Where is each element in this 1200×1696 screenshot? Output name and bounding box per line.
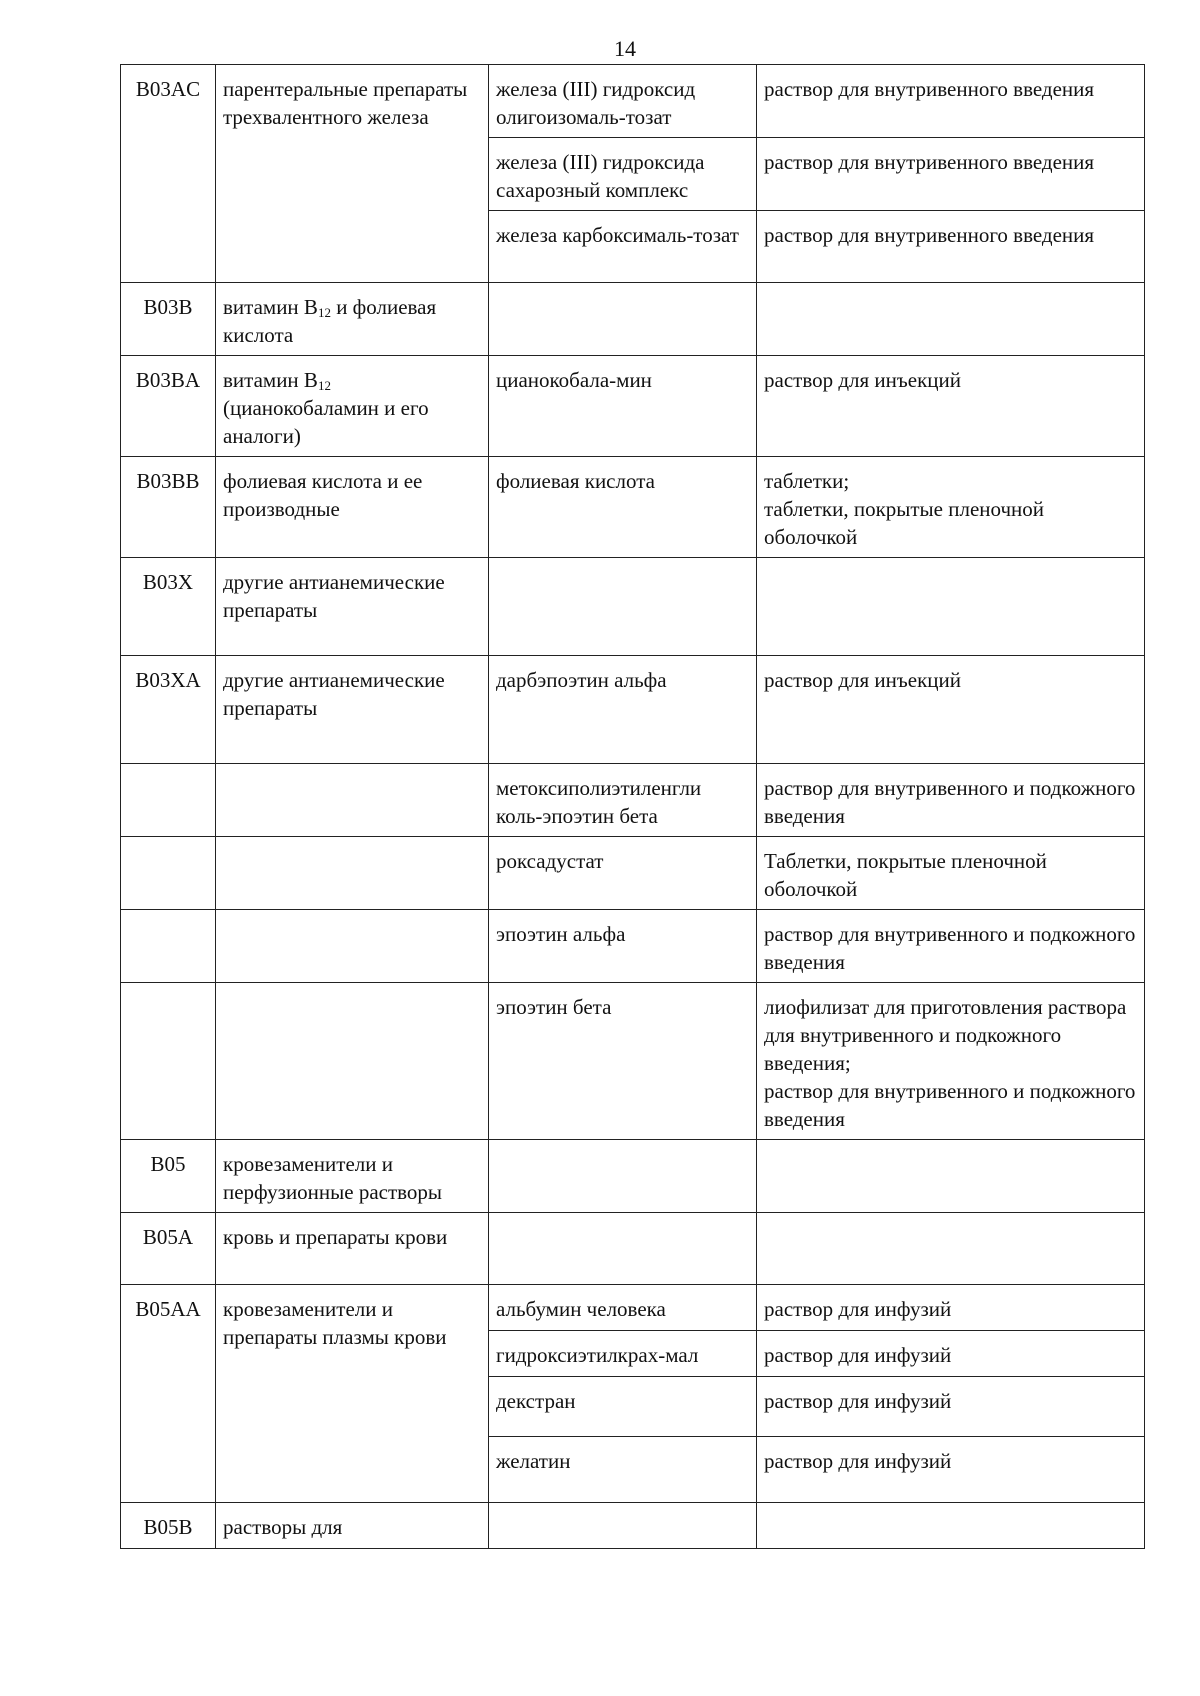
dosage-form: раствор для инфузий: [757, 1437, 1145, 1503]
table-row: [121, 558, 1145, 656]
table-row: [121, 356, 1145, 457]
atc-code: B05A: [121, 1213, 216, 1285]
atc-code: [121, 910, 216, 983]
dosage-form: раствор для инфузий: [757, 1377, 1145, 1437]
atc-code: B03XA: [121, 656, 216, 764]
dosage-form: таблетки; таблетки, покрытые пленочной оболочкой: [757, 457, 1145, 558]
atc-group: кровезаменители и перфузионные растворы: [216, 1140, 489, 1213]
drug-name: роксадустат: [489, 837, 757, 910]
table-row: [121, 1503, 1145, 1549]
dosage-form: раствор для инъекций: [757, 356, 1145, 457]
drug-name: железа (III) гидроксид олигоизомаль-тозат: [489, 65, 757, 138]
atc-code: B05B: [121, 1503, 216, 1549]
table-row: [121, 983, 1145, 1140]
atc-code: B03BA: [121, 356, 216, 457]
drug-name: [489, 558, 757, 656]
drug-name: эпоэтин альфа: [489, 910, 757, 983]
atc-code: B05AA: [121, 1285, 216, 1503]
table-row: [121, 1285, 1145, 1331]
atc-code: [121, 837, 216, 910]
atc-code: B05: [121, 1140, 216, 1213]
table-row: [121, 1140, 1145, 1213]
drug-name: [489, 283, 757, 356]
dosage-form: Таблетки, покрытые пленочной оболочкой: [757, 837, 1145, 910]
dosage-form: раствор для внутривенного введения: [757, 65, 1145, 138]
atc-group: фолиевая кислота и ее производные: [216, 457, 489, 558]
atc-group: [216, 837, 489, 910]
drug-name: эпоэтин бета: [489, 983, 757, 1140]
drug-name: [489, 1140, 757, 1213]
drug-name: гидроксиэтилкрах-мал: [489, 1331, 757, 1377]
atc-code: [121, 764, 216, 837]
atc-group: [216, 764, 489, 837]
dosage-form: [757, 1213, 1145, 1285]
dosage-form: раствор для инфузий: [757, 1331, 1145, 1377]
dosage-form: [757, 283, 1145, 356]
drug-name: железа карбоксималь-тозат: [489, 211, 757, 283]
atc-group: [216, 910, 489, 983]
dosage-form: [757, 1140, 1145, 1213]
drug-name: фолиевая кислота: [489, 457, 757, 558]
dosage-form: раствор для инфузий: [757, 1285, 1145, 1331]
atc-code: B03AC: [121, 65, 216, 283]
dosage-form: раствор для инъекций: [757, 656, 1145, 764]
table-row: [121, 1213, 1145, 1285]
atc-code: B03B: [121, 283, 216, 356]
atc-group: растворы для: [216, 1503, 489, 1549]
atc-code: B03BB: [121, 457, 216, 558]
drug-name: дарбэпоэтин альфа: [489, 656, 757, 764]
table-row: [121, 764, 1145, 837]
atc-group: кровь и препараты крови: [216, 1213, 489, 1285]
atc-code: [121, 983, 216, 1140]
drug-name: желатин: [489, 1437, 757, 1503]
table-row: [121, 283, 1145, 356]
atc-group: кровезаменители и препараты плазмы крови: [216, 1285, 489, 1503]
table-row: [121, 65, 1145, 138]
drug-name: [489, 1213, 757, 1285]
atc-group: витамин $B_{12}$ (цианокобаламин и его аналоги): [216, 356, 489, 457]
dosage-form: [757, 558, 1145, 656]
drug-list-table: [120, 64, 1145, 1549]
table-row: [121, 457, 1145, 558]
atc-group: витамин $B_{12}$ и фолиевая кислота: [216, 283, 489, 356]
dosage-form: раствор для внутривенного введения: [757, 138, 1145, 211]
dosage-form: лиофилизат для приготовления раствора для внутривенного и подкожного введения; раствор для внутривенного и подкожного введения: [757, 983, 1145, 1140]
table-row: [121, 910, 1145, 983]
drug-name: [489, 1503, 757, 1549]
atc-code: B03X: [121, 558, 216, 656]
drug-name: цианокобала-мин: [489, 356, 757, 457]
drug-name: альбумин человека: [489, 1285, 757, 1331]
atc-group: парентеральные препараты трехвалентного железа: [216, 65, 489, 283]
drug-name: железа (III) гидроксида сахарозный комплекс: [489, 138, 757, 211]
dosage-form: раствор для внутривенного и подкожного введения: [757, 910, 1145, 983]
dosage-form: [757, 1503, 1145, 1549]
table-row: [121, 656, 1145, 764]
dosage-form: раствор для внутривенного и подкожного введения: [757, 764, 1145, 837]
drug-name: декстран: [489, 1377, 757, 1437]
atc-group: другие антианемические препараты: [216, 558, 489, 656]
table-row: [121, 837, 1145, 910]
dosage-form: раствор для внутривенного введения: [757, 211, 1145, 283]
drug-name: метоксиполиэтиленгли коль-эпоэтин бета: [489, 764, 757, 837]
atc-group: [216, 983, 489, 1140]
atc-group: другие антианемические препараты: [216, 656, 489, 764]
